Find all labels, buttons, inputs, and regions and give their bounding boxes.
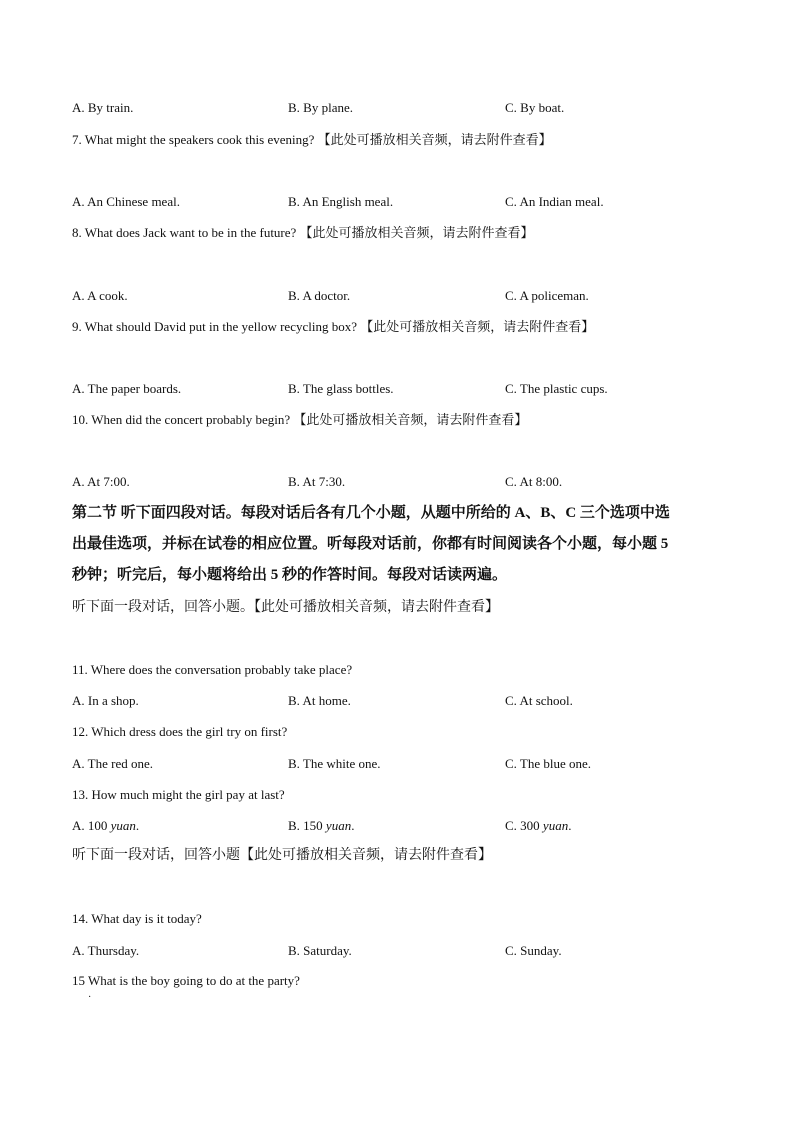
option-amount: A. 100 xyxy=(72,818,111,833)
option-a[interactable]: A. An Chinese meal. xyxy=(72,194,180,209)
q9-question: 9. What should David put in the yellow recycling box? 【此处可播放相关音频，请去附件查看】 xyxy=(72,319,595,334)
option-c[interactable]: C. Sunday. xyxy=(505,943,562,958)
q14-question: 14. What day is it today? xyxy=(72,911,202,926)
option-c[interactable]: C. A policeman. xyxy=(505,288,589,303)
option-b[interactable]: B. At home. xyxy=(288,693,351,708)
q13-options xyxy=(72,818,732,834)
option-a[interactable]: A. 100 yuan. xyxy=(72,818,140,833)
q7-options xyxy=(72,194,732,210)
q14-options xyxy=(72,943,732,959)
option-a[interactable]: A. The paper boards. xyxy=(72,381,182,396)
q7-question: 7. What might the speakers cook this evening? 【此处可播放相关音频，请去附件查看】 xyxy=(72,132,552,147)
currency-unit: yuan xyxy=(110,818,136,833)
option-b[interactable]: B. 150 yuan. xyxy=(288,818,355,833)
option-a[interactable]: A. The red one. xyxy=(72,756,153,771)
q11-question: 11. Where does the conversation probably take place? xyxy=(72,662,353,677)
stray-dot-mark: · xyxy=(88,992,92,1003)
q12-options xyxy=(72,756,732,772)
dialog-intro: 听下面一段对话，回答小题。【此处可播放相关音频，请去附件查看】 xyxy=(72,600,499,615)
currency-unit: yuan xyxy=(542,818,569,833)
option-c[interactable]: C. At 8:00. xyxy=(505,474,563,489)
option-c[interactable]: C. The plastic cups. xyxy=(505,381,608,396)
q9-options xyxy=(72,381,732,397)
q10-options xyxy=(72,474,732,490)
option-b[interactable]: B. Saturday. xyxy=(288,943,352,958)
option-a[interactable]: A. In a shop. xyxy=(72,693,139,708)
option-c[interactable]: C. The blue one. xyxy=(505,756,592,771)
option-b[interactable]: B. An English meal. xyxy=(288,194,394,209)
option-b[interactable]: B. By plane. xyxy=(288,100,353,115)
option-b[interactable]: B. A doctor. xyxy=(288,288,351,303)
option-c[interactable]: C. An Indian meal. xyxy=(505,194,604,209)
q8-question: 8. What does Jack want to be in the future? 【此处可播放相关音频，请去附件查看】 xyxy=(72,225,534,240)
option-amount: B. 150 xyxy=(288,818,326,833)
q10-question: 10. When did the concert probably begin? 【此处可播放相关音频，请去附件查看】 xyxy=(72,412,528,427)
option-a[interactable]: A. A cook. xyxy=(72,288,128,303)
option-b[interactable]: B. The glass bottles. xyxy=(288,381,394,396)
section-instructions-line-3: 秒钟；听完后，每小题将给出 5 秒的作答时间。每段对话读两遍。 xyxy=(72,567,508,583)
option-a[interactable]: A. Thursday. xyxy=(72,943,140,958)
currency-unit: yuan xyxy=(325,818,352,833)
q12-question: 12. Which dress does the girl try on first? xyxy=(72,724,288,739)
dialog-intro: 听下面一段对话，回答小题【此处可播放相关音频，请去附件查看】 xyxy=(72,848,492,863)
option-c[interactable]: C. 300 yuan. xyxy=(505,818,572,833)
option-c[interactable]: C. By boat. xyxy=(505,100,565,115)
section-instructions-line-2: 出最佳选项，并标在试卷的相应位置。听每段对话前，你都有时间阅读各个小题，每小题 5 xyxy=(72,536,669,552)
q8-options xyxy=(72,288,732,304)
q13-question: 13. How much might the girl pay at last? xyxy=(72,787,285,802)
section-instructions-line-1: 第二节 听下面四段对话。每段对话后各有几个小题，从题中所给的 A、B、C 三个选项中选 xyxy=(72,505,670,521)
option-a[interactable]: A. At 7:00. xyxy=(72,474,130,489)
option-c[interactable]: C. At school. xyxy=(505,693,573,708)
option-b[interactable]: B. At 7:30. xyxy=(288,474,346,489)
option-a[interactable]: A. By train. xyxy=(72,100,134,115)
q6-options xyxy=(72,100,732,116)
q15-question: 15 What is the boy going to do at the party? xyxy=(72,973,300,988)
q11-options xyxy=(72,693,732,709)
option-b[interactable]: B. The white one. xyxy=(288,756,381,771)
option-amount: C. 300 xyxy=(505,818,543,833)
